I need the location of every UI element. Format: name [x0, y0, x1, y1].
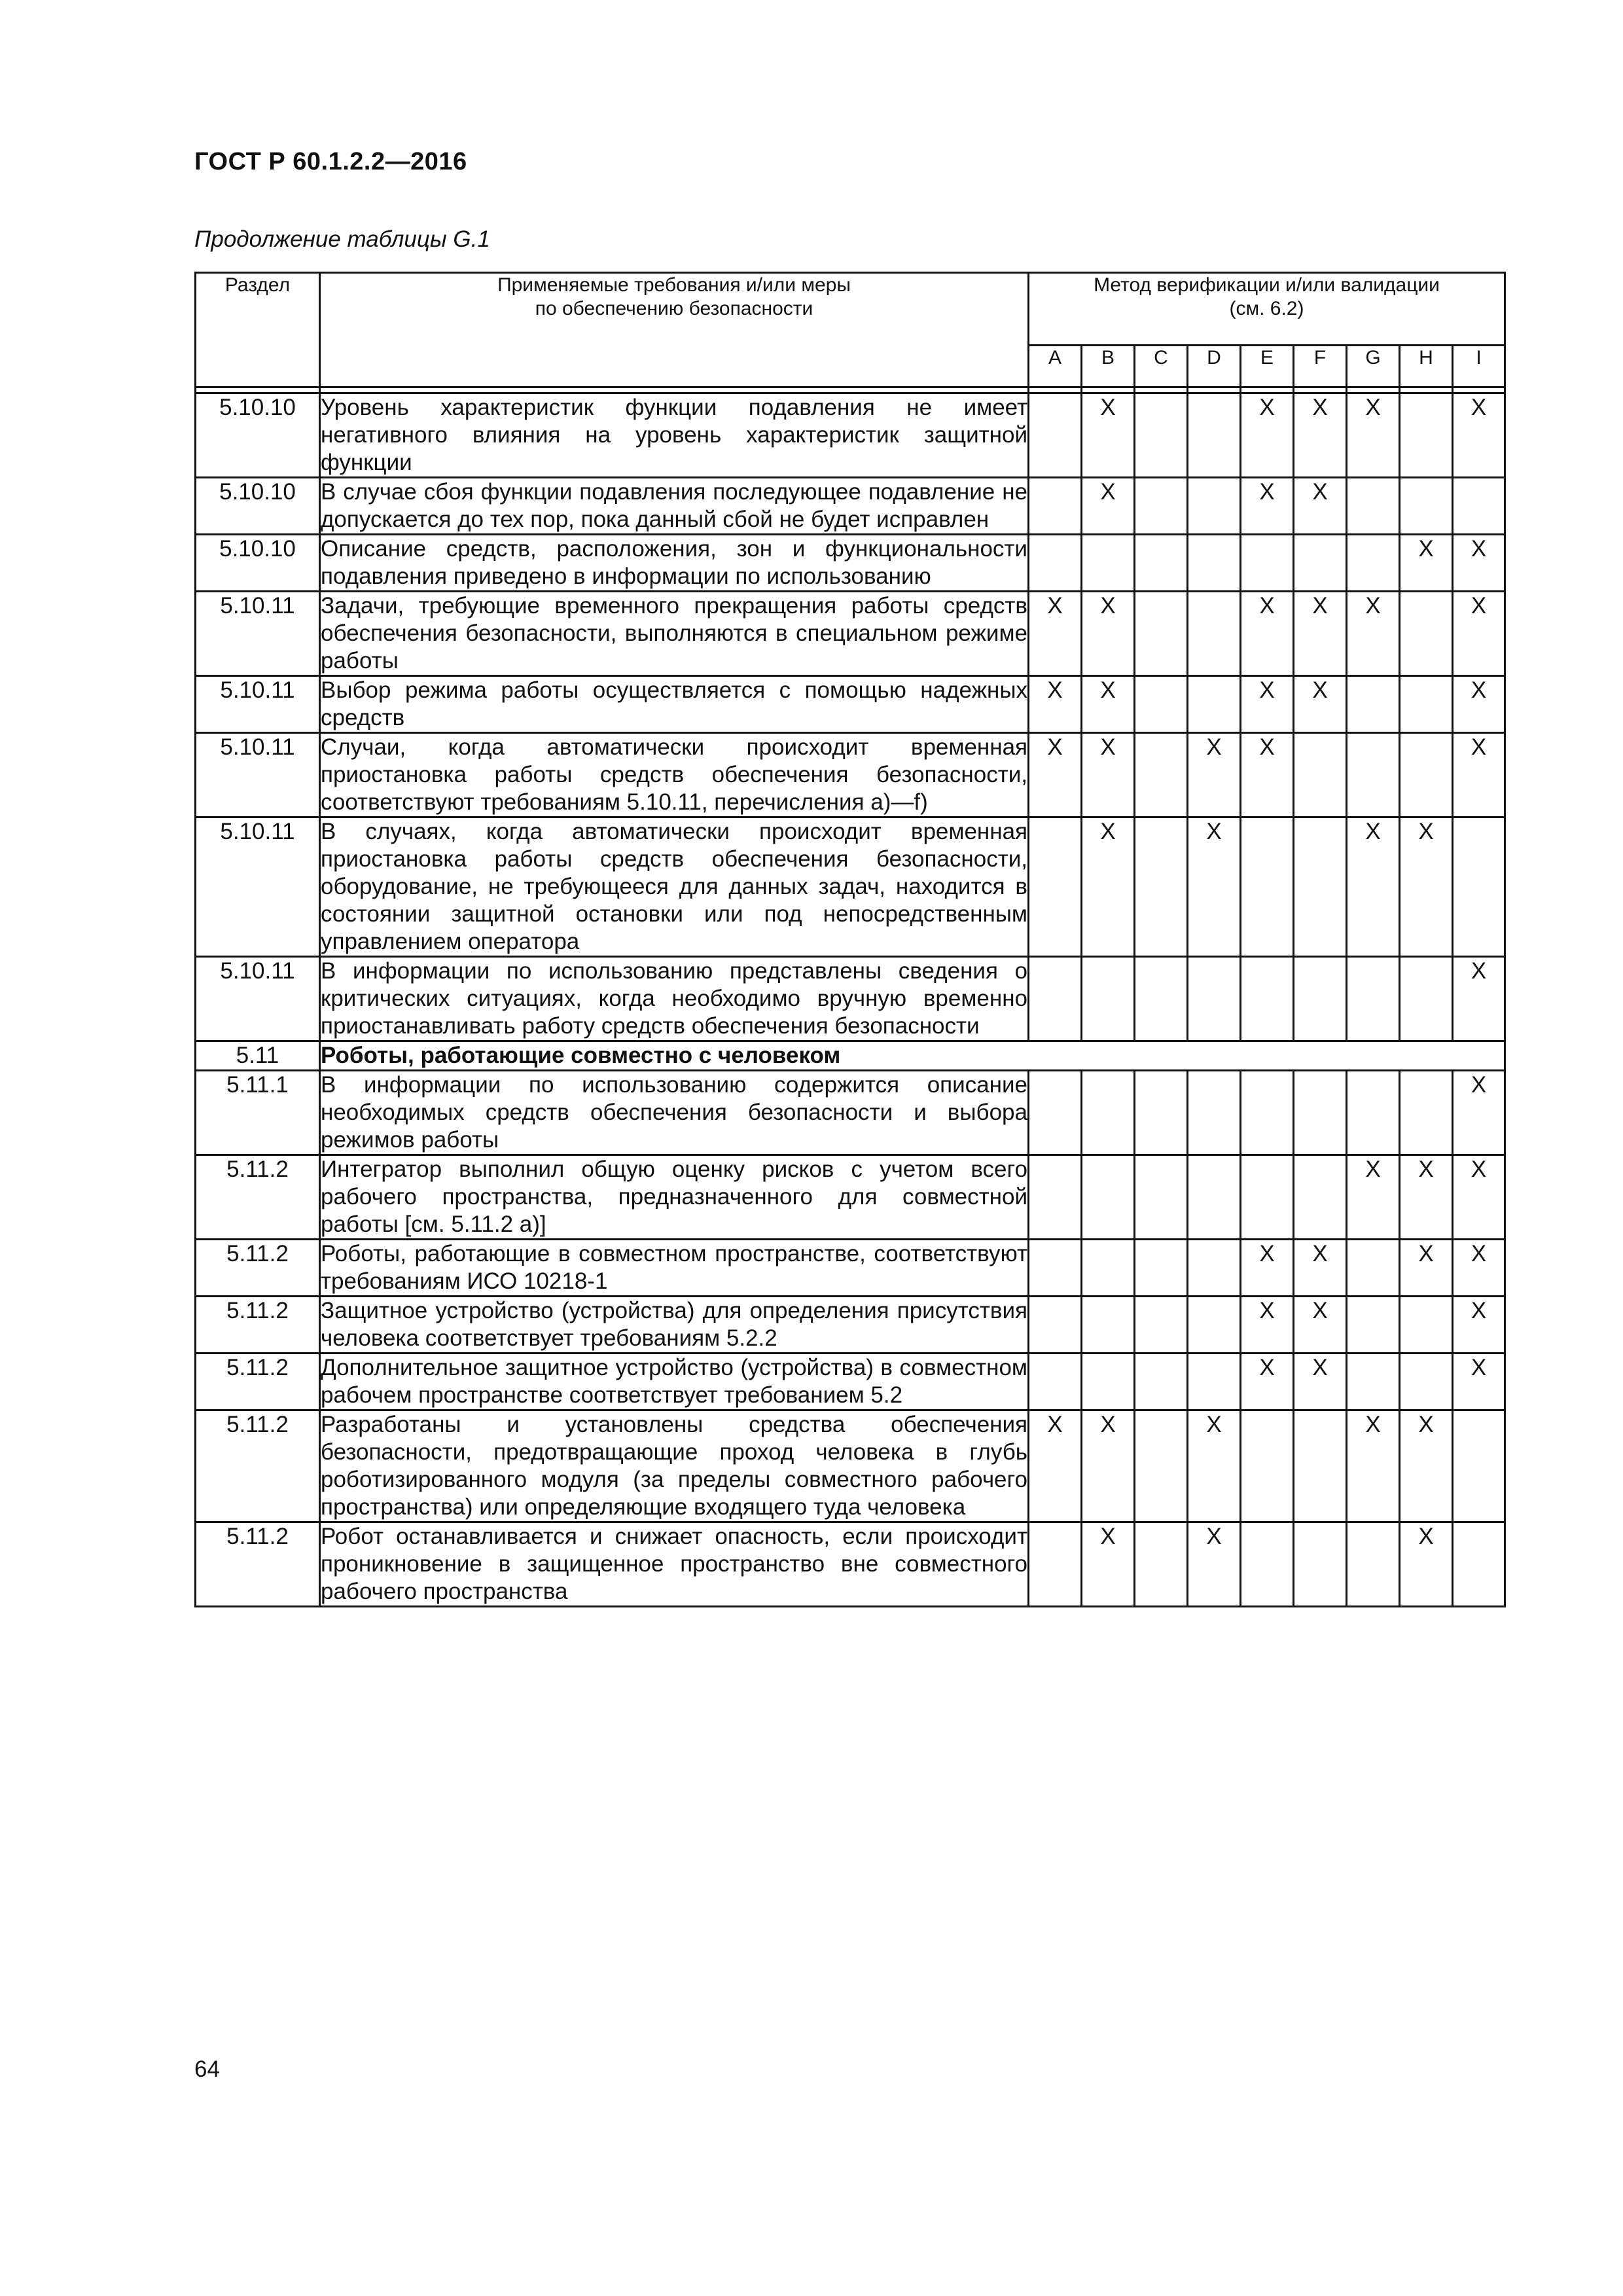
mark-h: [1400, 592, 1453, 676]
row-section: 5.10.11: [196, 957, 320, 1041]
mark-i: X: [1453, 1071, 1505, 1155]
mark-a: [1029, 1522, 1082, 1607]
mark-d: X: [1188, 817, 1241, 957]
mark-i: X: [1453, 1297, 1505, 1354]
mark-a: [1029, 1354, 1082, 1410]
mark-e: X: [1241, 592, 1294, 676]
table-row: [196, 957, 1505, 1041]
mark-h: X: [1400, 535, 1453, 592]
mark-f: [1294, 1071, 1347, 1155]
row-requirement: Роботы, работающие в совместном пространстве, соответствуют требованиям ИСО 10218-1: [320, 1240, 1029, 1297]
table-row: [196, 535, 1505, 592]
header-letter-c: C: [1135, 346, 1188, 387]
gap-cell: [1294, 387, 1347, 393]
row-section: 5.11.2: [196, 1410, 320, 1522]
gap-cell: [1029, 387, 1082, 393]
mark-e: [1241, 535, 1294, 592]
mark-d: [1188, 478, 1241, 535]
row-section: 5.10.10: [196, 393, 320, 478]
row-section: 5.11.2: [196, 1240, 320, 1297]
mark-a: [1029, 478, 1082, 535]
mark-d: X: [1188, 733, 1241, 817]
mark-e: X: [1241, 676, 1294, 733]
mark-d: [1188, 676, 1241, 733]
mark-d: [1188, 1297, 1241, 1354]
header-section: Раздел: [196, 273, 320, 387]
gap-cell: [1347, 387, 1400, 393]
table-row: [196, 1410, 1505, 1522]
gap-cell: [1188, 387, 1241, 393]
mark-i: X: [1453, 1240, 1505, 1297]
mark-g: X: [1347, 592, 1400, 676]
mark-i: [1453, 817, 1505, 957]
mark-d: [1188, 592, 1241, 676]
mark-h: [1400, 1354, 1453, 1410]
row-requirement: В случае сбоя функции подавления последующее подавление не допускается до тех пор, пока данный сбой не будет исправлен: [320, 478, 1029, 535]
header-requirements: [320, 273, 1029, 387]
mark-e: X: [1241, 733, 1294, 817]
mark-g: [1347, 1297, 1400, 1354]
mark-d: [1188, 1071, 1241, 1155]
mark-b: [1082, 535, 1135, 592]
mark-i: X: [1453, 733, 1505, 817]
row-section: 5.10.10: [196, 535, 320, 592]
mark-a: [1029, 817, 1082, 957]
mark-c: [1135, 535, 1188, 592]
mark-b: X: [1082, 817, 1135, 957]
mark-d: [1188, 1354, 1241, 1410]
mark-a: [1029, 957, 1082, 1041]
mark-g: X: [1347, 1155, 1400, 1240]
table-row: [196, 676, 1505, 733]
mark-i: X: [1453, 535, 1505, 592]
row-requirement: Робот останавливается и снижает опасность, если происходит проникновение в защищенное пространство вне совместного рабочего пространства: [320, 1522, 1029, 1607]
mark-e: [1241, 1410, 1294, 1522]
row-section: 5.11.2: [196, 1297, 320, 1354]
mark-f: [1294, 1410, 1347, 1522]
mark-h: X: [1400, 1410, 1453, 1522]
mark-i: X: [1453, 676, 1505, 733]
mark-c: [1135, 1155, 1188, 1240]
mark-d: [1188, 393, 1241, 478]
mark-e: X: [1241, 478, 1294, 535]
row-requirement: Задачи, требующие временного прекращения работы средств обеспечения безопасности, выполняются в специальном режиме работы: [320, 592, 1029, 676]
mark-f: [1294, 733, 1347, 817]
mark-b: [1082, 1071, 1135, 1155]
mark-c: [1135, 478, 1188, 535]
mark-h: [1400, 478, 1453, 535]
row-requirement: Дополнительное защитное устройство (устройства) в совместном рабочем пространстве соответствует требованием 5.2: [320, 1354, 1029, 1410]
row-requirement: Интегратор выполнил общую оценку рисков с учетом всего рабочего пространства, предназначенного для совместной работы [см. 5.11.2 a)]: [320, 1155, 1029, 1240]
mark-b: [1082, 1354, 1135, 1410]
table-row: [196, 1155, 1505, 1240]
mark-b: X: [1082, 733, 1135, 817]
mark-a: [1029, 1155, 1082, 1240]
header-letter-b: B: [1082, 346, 1135, 387]
mark-f: X: [1294, 1297, 1347, 1354]
mark-b: [1082, 957, 1135, 1041]
mark-c: [1135, 1297, 1188, 1354]
row-requirement: Разработаны и установлены средства обеспечения безопасности, предотвращающие проход человека в глубь роботизированного модуля (за пределы совместного рабочего пространства) или определяющие входящего туда человека: [320, 1410, 1029, 1522]
row-requirement: Выбор режима работы осуществляется с помощью надежных средств: [320, 676, 1029, 733]
mark-i: [1453, 1522, 1505, 1607]
mark-i: X: [1453, 393, 1505, 478]
header-methods-line1: Метод верификации и/или валидации: [1094, 274, 1440, 296]
mark-e: [1241, 1522, 1294, 1607]
table-body: [196, 387, 1505, 1607]
mark-b: [1082, 1155, 1135, 1240]
row-section: 5.10.10: [196, 478, 320, 535]
row-section: 5.11.2: [196, 1522, 320, 1607]
header-requirements-line1: Применяемые требования и/или меры: [497, 274, 851, 296]
row-section: 5.10.11: [196, 817, 320, 957]
row-requirement: В информации по использованию содержится описание необходимых средств обеспечения безопасности и выбора режимов работы: [320, 1071, 1029, 1155]
mark-h: X: [1400, 817, 1453, 957]
mark-g: [1347, 676, 1400, 733]
header-letter-i: I: [1453, 346, 1505, 387]
mark-g: [1347, 1522, 1400, 1607]
gap-cell: [1400, 387, 1453, 393]
header-methods-line2: (см. 6.2): [1229, 298, 1304, 319]
row-requirement: В случаях, когда автоматически происходит временная приостановка работы средств обеспечения безопасности, оборудование, не требующееся для данных задач, находится в состоянии защитной остановки или под непосредственным управлением оператора: [320, 817, 1029, 957]
mark-i: [1453, 478, 1505, 535]
mark-b: [1082, 1240, 1135, 1297]
mark-b: X: [1082, 592, 1135, 676]
mark-c: [1135, 676, 1188, 733]
header-letter-e: E: [1241, 346, 1294, 387]
mark-b: X: [1082, 478, 1135, 535]
table-row: [196, 1071, 1505, 1155]
mark-c: [1135, 817, 1188, 957]
mark-f: X: [1294, 478, 1347, 535]
mark-a: [1029, 1240, 1082, 1297]
row-requirement: В информации по использованию представлены сведения о критических ситуациях, когда необходимо вручную временно приостанавливать работу средств обеспечения безопасности: [320, 957, 1029, 1041]
mark-h: [1400, 957, 1453, 1041]
page-number: 64: [194, 2056, 220, 2082]
mark-h: [1400, 733, 1453, 817]
mark-b: X: [1082, 1410, 1135, 1522]
mark-b: [1082, 1297, 1135, 1354]
mark-c: [1135, 1354, 1188, 1410]
table-row: [196, 733, 1505, 817]
mark-h: X: [1400, 1522, 1453, 1607]
mark-c: [1135, 733, 1188, 817]
header-gap-row: [196, 387, 1505, 393]
mark-i: X: [1453, 1354, 1505, 1410]
mark-d: [1188, 1240, 1241, 1297]
row-section: 5.11.2: [196, 1155, 320, 1240]
mark-a: [1029, 1297, 1082, 1354]
mark-b: X: [1082, 676, 1135, 733]
row-requirement: Описание средств, расположения, зон и функциональности подавления приведено в информации по использованию: [320, 535, 1029, 592]
table-row: [196, 1522, 1505, 1607]
mark-g: [1347, 733, 1400, 817]
header-requirements-line2: по обеспечению безопасности: [535, 298, 813, 319]
mark-b: X: [1082, 1522, 1135, 1607]
row-section: 5.11.1: [196, 1071, 320, 1155]
mark-a: [1029, 535, 1082, 592]
mark-c: [1135, 592, 1188, 676]
mark-d: [1188, 535, 1241, 592]
document-header: ГОСТ Р 60.1.2.2—2016: [194, 148, 467, 175]
requirements-table: [194, 272, 1506, 1607]
mark-g: [1347, 957, 1400, 1041]
mark-h: [1400, 676, 1453, 733]
gap-cell: [1241, 387, 1294, 393]
mark-i: X: [1453, 592, 1505, 676]
mark-h: X: [1400, 1240, 1453, 1297]
row-requirement: Защитное устройство (устройства) для определения присутствия человека соответствует требованиям 5.2.2: [320, 1297, 1029, 1354]
table-row: [196, 393, 1505, 478]
mark-e: [1241, 817, 1294, 957]
table-row: [196, 478, 1505, 535]
mark-a: X: [1029, 1410, 1082, 1522]
mark-c: [1135, 1410, 1188, 1522]
mark-d: X: [1188, 1410, 1241, 1522]
header-letter-h: H: [1400, 346, 1453, 387]
row-section: 5.10.11: [196, 592, 320, 676]
mark-e: X: [1241, 393, 1294, 478]
mark-g: X: [1347, 1410, 1400, 1522]
mark-h: [1400, 1297, 1453, 1354]
mark-f: [1294, 957, 1347, 1041]
mark-c: [1135, 957, 1188, 1041]
mark-g: [1347, 1354, 1400, 1410]
mark-g: [1347, 1071, 1400, 1155]
mark-e: X: [1241, 1297, 1294, 1354]
mark-i: [1453, 1410, 1505, 1522]
mark-e: X: [1241, 1240, 1294, 1297]
mark-c: [1135, 1240, 1188, 1297]
mark-f: [1294, 817, 1347, 957]
mark-d: [1188, 957, 1241, 1041]
gap-cell: [320, 387, 1029, 393]
mark-f: [1294, 1522, 1347, 1607]
mark-e: [1241, 1155, 1294, 1240]
header-letter-g: G: [1347, 346, 1400, 387]
mark-f: X: [1294, 393, 1347, 478]
mark-f: X: [1294, 1240, 1347, 1297]
mark-h: [1400, 393, 1453, 478]
mark-a: X: [1029, 733, 1082, 817]
row-requirement: Уровень характеристик функции подавления не имеет негативного влияния на уровень характеристик защитной функции: [320, 393, 1029, 478]
table-row: [196, 1354, 1505, 1410]
mark-g: [1347, 1240, 1400, 1297]
row-requirement: Случаи, когда автоматически происходит временная приостановка работы средств обеспечения безопасности, соответствуют требованиям 5.10.11, перечисления a)—f): [320, 733, 1029, 817]
table-row: [196, 592, 1505, 676]
mark-i: X: [1453, 1155, 1505, 1240]
mark-a: X: [1029, 676, 1082, 733]
mark-c: [1135, 1071, 1188, 1155]
gap-cell: [1135, 387, 1188, 393]
header-methods: [1029, 273, 1505, 346]
table-row: [196, 1041, 1505, 1071]
mark-f: X: [1294, 592, 1347, 676]
gap-cell: [1453, 387, 1505, 393]
gap-cell: [196, 387, 320, 393]
mark-f: [1294, 1155, 1347, 1240]
row-section: 5.11.2: [196, 1354, 320, 1410]
table-row: [196, 1297, 1505, 1354]
mark-f: X: [1294, 676, 1347, 733]
mark-i: X: [1453, 957, 1505, 1041]
mark-d: X: [1188, 1522, 1241, 1607]
mark-b: X: [1082, 393, 1135, 478]
mark-g: [1347, 478, 1400, 535]
gap-cell: [1082, 387, 1135, 393]
table-row: [196, 817, 1505, 957]
mark-h: X: [1400, 1155, 1453, 1240]
header-letter-f: F: [1294, 346, 1347, 387]
row-section: 5.10.11: [196, 733, 320, 817]
mark-e: X: [1241, 1354, 1294, 1410]
mark-e: [1241, 1071, 1294, 1155]
mark-g: [1347, 535, 1400, 592]
header-letter-a: A: [1029, 346, 1082, 387]
mark-f: X: [1294, 1354, 1347, 1410]
row-section: 5.10.11: [196, 676, 320, 733]
mark-a: X: [1029, 592, 1082, 676]
mark-g: X: [1347, 393, 1400, 478]
mark-c: [1135, 393, 1188, 478]
mark-e: [1241, 957, 1294, 1041]
mark-d: [1188, 1155, 1241, 1240]
mark-c: [1135, 1522, 1188, 1607]
mark-f: [1294, 535, 1347, 592]
row-section-title: Роботы, работающие совместно с человеком: [320, 1041, 1505, 1071]
mark-a: [1029, 393, 1082, 478]
mark-h: [1400, 1071, 1453, 1155]
header-letter-d: D: [1188, 346, 1241, 387]
table-row: [196, 1240, 1505, 1297]
mark-a: [1029, 1071, 1082, 1155]
mark-g: X: [1347, 817, 1400, 957]
table-caption: Продолжение таблицы G.1: [194, 226, 490, 252]
row-section: 5.11: [196, 1041, 320, 1071]
